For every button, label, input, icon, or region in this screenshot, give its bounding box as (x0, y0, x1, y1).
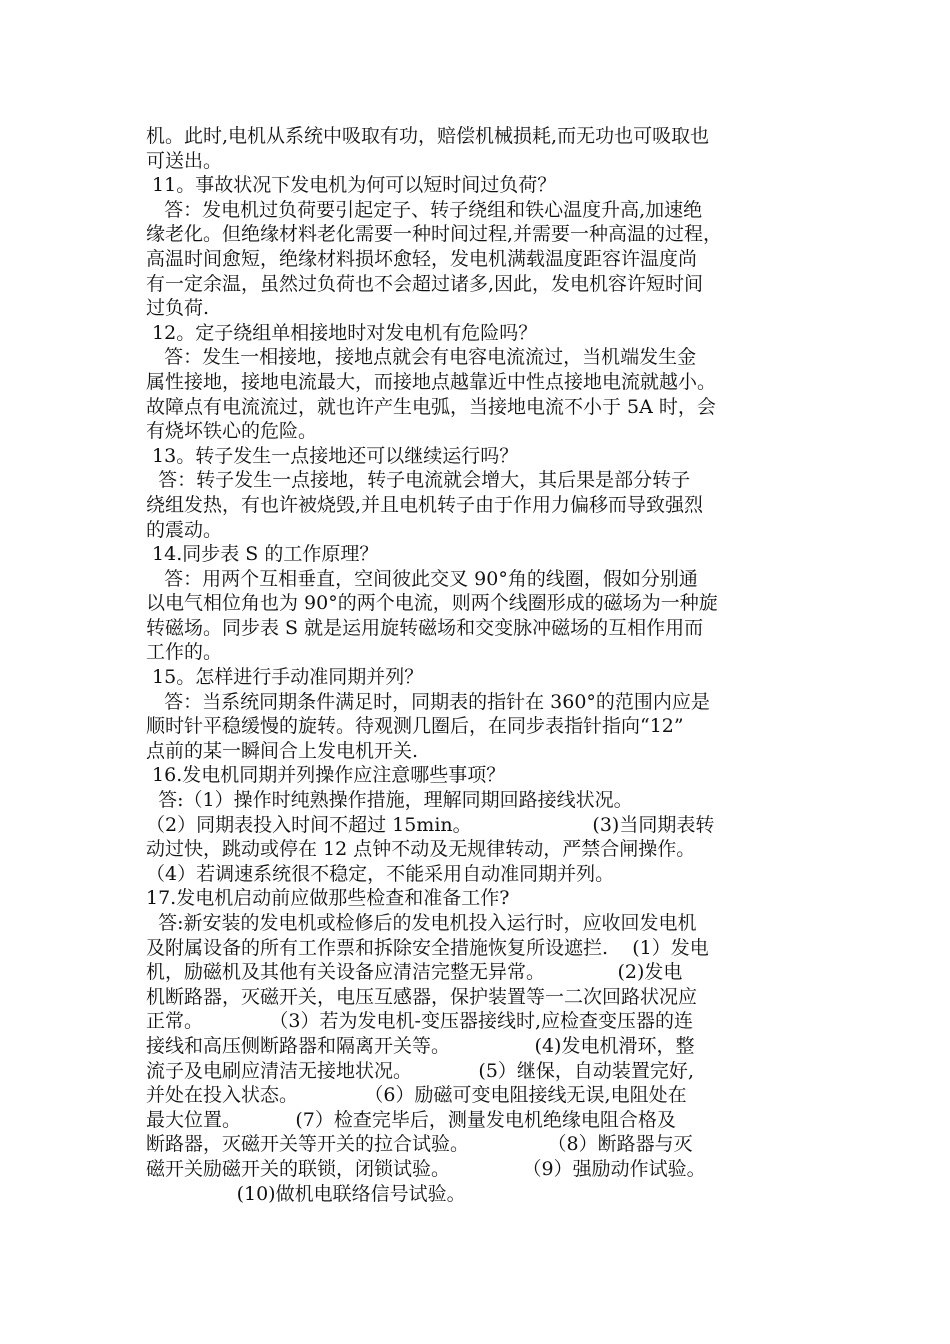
answer-line: 答：发生一相接地，接地点就会有电容电流流过，当机端发生金 (146, 346, 697, 369)
text-line: 机断路器，灭磁开关，电压互感器，保护装置等一二次回路状况应 (146, 985, 698, 1008)
text-line: 以电气相位角也为 90°的两个电流，则两个线圈形成的磁场为一种旋 (146, 592, 718, 615)
answer-line: 答：发电机过负荷要引起定子、转子绕组和铁心温度升高,加速绝 (146, 198, 703, 221)
text-line: 过负荷. (146, 297, 210, 320)
document-page (146, 124, 822, 1206)
text-line: 点前的某一瞬间合上发电机开关. (146, 739, 419, 762)
question-heading: 17.发电机启动前应做那些检查和准备工作? (146, 887, 510, 910)
text-line: 最大位置。 (7）检查完毕后，测量发电机绝缘电阻合格及 (146, 1108, 676, 1131)
text-line: 磁开关励磁开关的联锁，闭锁试验。 （9）强励动作试验。 (146, 1157, 706, 1180)
text-line: 动过快，跳动或停在 12 点钟不动及无规律转动，严禁合闸操作。 (146, 838, 696, 861)
answer-line: 答：用两个互相垂直，空间彼此交叉 90°角的线圈，假如分别通 (146, 567, 698, 590)
question-heading: 13。转子发生一点接地还可以继续运行吗？ (146, 444, 519, 467)
text-line: 绕组发热，有也许被烧毁,并且电机转子由于作用力偏移而导致强烈 (146, 493, 704, 516)
text-line: 正常。 （3）若为发电机-变压器接线时,应检查变压器的连 (146, 1010, 693, 1033)
text-line: 工作的。 (146, 641, 223, 664)
text-line: 断路器，灭磁开关等开关的拉合试验。 （8）断路器与灭 (146, 1133, 693, 1156)
text-line: （2）同期表投入时间不超过 15min。 (3)当同期表转 (146, 813, 715, 836)
text-line: 接线和高压侧断路器和隔离开关等。 (4)发电机滑环，整 (146, 1034, 695, 1057)
text-line: 机。此时,电机从系统中吸取有功，赔偿机械损耗,而无功也可吸取也 (146, 125, 710, 147)
text-line: 高温时间愈短，绝缘材料损坏愈轻，发电机满载温度距容许温度尚 (146, 247, 698, 270)
text-line: 机，励磁机及其他有关设备应清洁完整无异常。 (2)发电 (146, 961, 683, 984)
text-line: 可送出。 (146, 149, 223, 172)
text-line: 并处在投入状态。 （6）励磁可变电阻接线无误,电阻处在 (146, 1084, 687, 1107)
text-line: 有一定余温，虽然过负荷也不会超过诸多,因此，发电机容许短时间 (146, 272, 704, 295)
text-line: 流子及电刷应清洁无接地状况。 (5）继保，自动装置完好, (146, 1059, 694, 1082)
text-line: 有烧坏铁心的危险。 (146, 420, 318, 443)
text-line: 顺时针平稳缓慢的旋转。待观测几圈后，在同步表指针指向“12” (146, 715, 684, 738)
question-heading: 12。定子绕组单相接地时对发电机有危险吗？ (146, 321, 538, 344)
text-line: (10)做机电联络信号试验。 (146, 1182, 466, 1205)
text-line: （4）若调速系统很不稳定，不能采用自动准同期并列。 (146, 862, 615, 885)
answer-line: 答:新安装的发电机或检修后的发电机投入运行时，应收回发电机 (146, 912, 697, 934)
text-line: 转磁场。同步表 S 就是运用旋转磁场和交变脉冲磁场的互相作用而 (146, 616, 704, 639)
question-heading: 15。怎样进行手动准同期并列？ (146, 666, 424, 689)
answer-line: 答：当系统同期条件满足时，同期表的指针在 360°的范围内应是 (146, 690, 710, 713)
answer-line: 答:（1）操作时纯熟操作措施，理解同期回路接线状况。 (146, 789, 633, 812)
text-line: 属性接地，接地电流最大，而接地点越靠近中性点接地电流就越小。 (146, 370, 717, 393)
text-line: 故障点有电流流过，就也许产生电弧，当接地电流不小于 5A 时，会 (146, 395, 716, 418)
question-heading: 16.发电机同期并列操作应注意哪些事项？ (146, 764, 506, 787)
text-line: 及附属设备的所有工作票和拆除安全措施恢复所设遮拦. (1）发电 (146, 936, 709, 959)
question-heading: 14.同步表 S 的工作原理？ (146, 543, 379, 566)
question-heading: 11。事故状况下发电机为何可以短时间过负荷？ (146, 174, 557, 197)
text-line: 缘老化。但绝缘材料老化需要一种时间过程,并需要一种高温的过程， (146, 223, 723, 246)
text-line: 的震动。 (146, 518, 223, 541)
answer-line: 答：转子发生一点接地，转子电流就会增大，其后果是部分转子 (146, 469, 691, 492)
